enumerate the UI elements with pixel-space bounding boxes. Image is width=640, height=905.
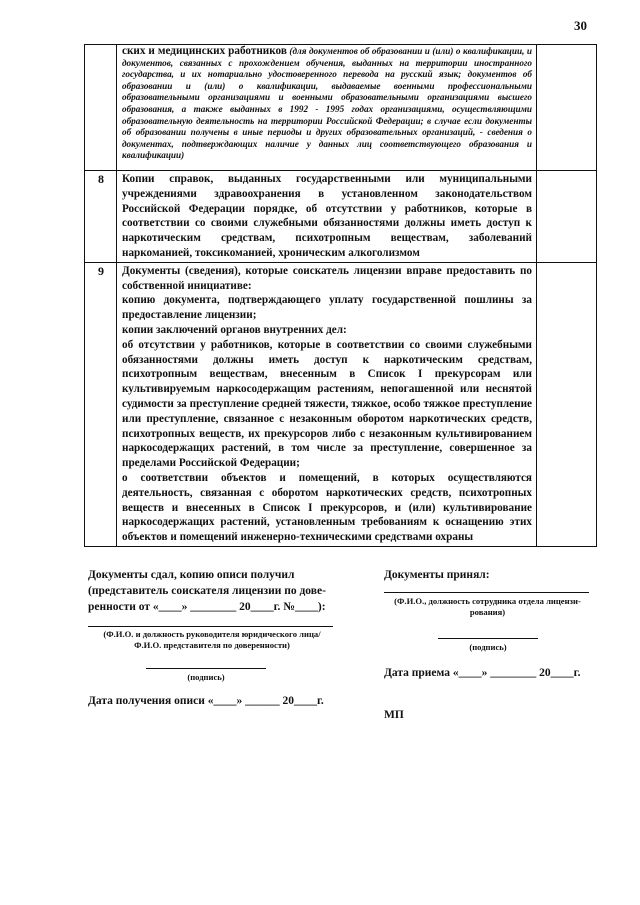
continuation-heading: ских и медицинских работников bbox=[122, 45, 287, 57]
receiver-caption-2: рования) bbox=[469, 607, 506, 617]
stamp-place: МП bbox=[384, 709, 404, 721]
table-row bbox=[85, 45, 597, 171]
row-9-paragraph: копию документа, подтверждающего уплату государственной пошлины за предоставление лицензии; bbox=[122, 294, 532, 322]
receiver-sign-caption: (подпись) bbox=[469, 642, 507, 652]
continuation-cell bbox=[117, 45, 537, 171]
row-number: 8 bbox=[85, 171, 117, 263]
row-text-cell bbox=[117, 262, 537, 546]
row-9-paragraph: об отсутствии у работников, которые в соответствии со своими служебными обязанностями должны иметь доступ к наркотическим средствам, психотропным веществам, внесенным в Список I прекурсорам или культивируемым наркосодержащим растениям, непогашенной или неснятой судимости за преступление средней тяжести, тяжкое, особо тяжкое преступление или преступление, связанное с незаконным оборотом наркотических средств, психотропных веществ, их прекурсоров либо с незаконным культивированием наркосодержащих растений, в том числе за преступление, совершенное за пределами Российской Федерации; bbox=[122, 338, 532, 470]
documents-table bbox=[84, 44, 597, 547]
submitter-caption-1: (Ф.И.О. и должность руководителя юридического лица/ bbox=[103, 629, 321, 639]
row-text-cell bbox=[117, 171, 537, 263]
receiver-name-line bbox=[384, 592, 589, 593]
row-9-paragraph: копии заключений органов внутренних дел: bbox=[122, 323, 347, 336]
continuation-text bbox=[122, 46, 532, 162]
row-9-paragraph: Документы (сведения), которые соискатель лицензии вправе предоставить по собственной инициативе: bbox=[122, 264, 532, 292]
mark-cell bbox=[537, 171, 597, 263]
submitter-line-3: ренности от «____» ________ 20____г. №____): bbox=[88, 601, 326, 613]
continuation-note: (для документов об образовании и (или) о квалификации, и документов, связанных с прохождением обучения, выданных на территории иностранного государства, и их нотариально удостоверенного перевода на русский язык; документов об образовании и (или) о квалификации, выдаваемые военными профессиональными образовательными организациями и военными образовательными организациями высшего образования, а также выданных в 1992 - 1995 годах организациями, осуществляющими образовательную деятельность на территории Российской Федерации; в случае если документы об образовании получены в иные периоды и других образовательных организаций, - сведения о документах, подтверждающих наличие у данных лиц соответствующего образования и квалификации) bbox=[122, 46, 533, 161]
page-number: 30 bbox=[574, 18, 587, 33]
submitter-sign-caption: (подпись) bbox=[187, 672, 225, 682]
table-row bbox=[85, 262, 597, 546]
signature-line bbox=[146, 668, 266, 669]
receiver-line-1: Документы принял: bbox=[384, 569, 490, 581]
submitter-line-2: (представитель соискателя лицензии по дове- bbox=[88, 585, 326, 597]
receipt-date-line: Дата получения описи «____» ______ 20____г. bbox=[88, 695, 324, 707]
row-9-text bbox=[122, 264, 532, 545]
receiver-signature-line bbox=[438, 638, 538, 639]
row-8-text: Копии справок, выданных государственными или муниципальными учреждениями здравоохранения в установленном законодательством Российской Федерации порядке, об отсутствии у работников, которые в соответствии со своими служебными обязанностями должны иметь доступ к наркотическим средствам, психотропным веществам, заболеваний наркоманией, токсикоманией, хроническим алкоголизмом bbox=[122, 173, 532, 259]
name-line bbox=[88, 626, 333, 627]
table-row bbox=[85, 171, 597, 263]
submitter-caption-2: Ф.И.О. представителя по доверенности) bbox=[134, 640, 290, 650]
row-9-paragraph: о соответствии объектов и помещений, в которых осуществляются деятельность, связанная с оборотом наркотических средств, психотропных веществ и внесенных в Список I прекурсоров, и (или) культивирование наркосодержащих растений, установленным требованиям к оснащению этих объектов и помещений инженерно-техническими средствами охраны bbox=[122, 471, 532, 544]
submitter-line-1: Документы сдал, копию описи получил bbox=[88, 569, 295, 581]
mark-cell bbox=[537, 262, 597, 546]
acceptance-date-line: Дата приема «____» ________ 20____г. bbox=[384, 667, 581, 679]
mark-cell bbox=[537, 45, 597, 171]
row-number: 9 bbox=[85, 262, 117, 546]
receiver-caption-1: (Ф.И.О., должность сотрудника отдела лицензи- bbox=[394, 596, 581, 606]
row-number-cell bbox=[85, 45, 117, 171]
